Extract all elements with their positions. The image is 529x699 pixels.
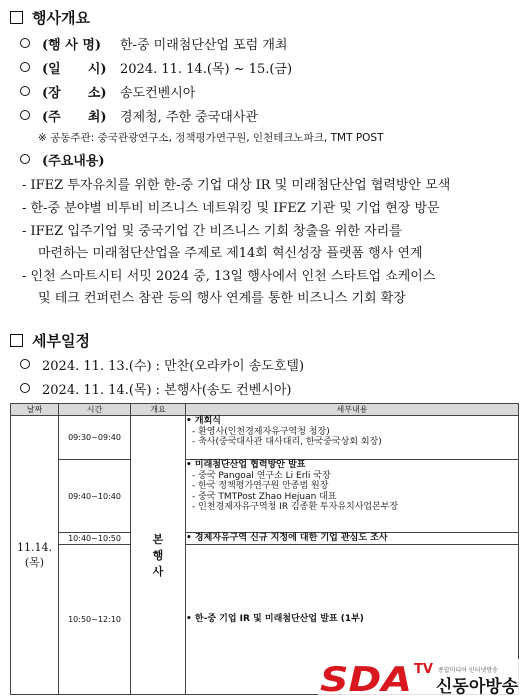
schedule-heading: 세부일정 [10,330,90,351]
main-content-line: 및 테크 컨퍼런스 참관 등의 행사 연계를 통한 비즈니스 기회 확장 [38,291,406,306]
header-details: 세부내용 [186,404,519,416]
details-line: • 미래첨단산업 협력방안 발표 [186,460,306,470]
details-cell [186,416,519,460]
table-header-row [11,404,519,416]
overview-main-content: (주요내용) [20,150,105,169]
logo-text: SDA [320,660,412,695]
schedule-item: 2024. 11. 13.(수) : 만찬(오라카이 송도호텔) [20,355,304,374]
overview-item-date: (일 시) 2024. 11. 14.(목) ~ 15.(금) [20,58,292,77]
sda-tv-logo-graphic [318,659,524,695]
details-line: - 축사(중국대사관 대사대리, 한국중국상회 회장) [192,437,382,447]
place-cell: 본 행 사 [131,416,186,695]
header-date: 날짜 [11,404,59,416]
details-line: - 인천경제자유구역청 IR 김종환 투자유치사업본부장 [192,502,399,512]
details-line: • 한-중 기업 IR 및 미래첨단산업 발표 (1부) [186,614,364,625]
logo-tv: TV [414,662,433,677]
overview-item-name: (행 사 명) 한-중 미래첨단산업 포럼 개최 [20,34,288,53]
circle-bullet-icon [20,62,30,72]
main-content-line: - IFEZ 투자유치를 위한 한-중 기업 대상 IR 및 미래첨단산업 협력방안 모색 [22,178,451,193]
square-bullet-icon [10,334,23,347]
header-time: 시간 [59,404,131,416]
circle-bullet-icon [20,110,30,120]
sda-tv-logo [318,659,524,695]
details-cell [186,460,519,533]
time-cell: 09:40~10:40 [59,460,131,533]
overview-item-host: (주 최) 경제청, 주한 중국대사관 [20,106,258,125]
circle-bullet-icon [20,154,30,164]
overview-heading: 행사개요 [10,7,90,28]
details-line: • 개회식 [186,416,221,426]
table-row [11,533,519,545]
details-line: - 한국 정책평가연구원 안종범 원장 [192,481,329,491]
details-line: - 중국 TMTPost Zhao Hejuan 대표 [192,491,337,502]
table-row [11,416,519,460]
main-content-line: - 한-중 분야별 비투비 비즈니스 네트워킹 및 IFEZ 기관 및 기업 현장 방문 [22,201,440,216]
table-row [11,460,519,533]
main-content-line: - 인천 스마트시티 서밋 2024 중, 13일 행사에서 인천 스타트업 쇼케이스 [22,269,436,284]
schedule-item: 2024. 11. 14.(목) : 본행사(송도 컨벤시아) [20,379,291,398]
details-line: • 경제자유구역 신규 지정에 대한 기업 관심도 조사 [186,533,388,543]
date-cell: 11.14. (목) [11,416,59,695]
logo-name: 신동아방송 [436,677,519,695]
details-line: - 중국 Pangoal 연구소 Li Erli 국장 [192,470,331,481]
time-cell: 09:30~09:40 [59,416,131,460]
cohost-note: ※ 공동주관: 중국관광연구소, 정책평가연구원, 인천테크노파크, TMT POST [38,132,384,144]
main-content-line: - IFEZ 입주기업 및 중국기업 간 비즈니스 기회 창출을 위한 자리를 [22,224,402,239]
overview-item-place: (장 소) 송도컨벤시아 [20,82,195,101]
schedule-table [10,403,519,695]
logo-tagline: 종합미디어 인터넷방송 [438,667,498,674]
header-summary: 개요 [131,404,186,416]
time-cell: 10:50~12:10 [59,545,131,695]
main-content-line: 마련하는 미래첨단산업을 주제로 제14회 혁신성장 플랫폼 행사 연계 [38,246,423,261]
time-cell: 10:40~10:50 [59,533,131,545]
circle-bullet-icon [20,383,30,393]
details-line: - 환영사(인천경제자유구역청 청장) [192,426,330,437]
circle-bullet-icon [20,359,30,369]
square-bullet-icon [10,11,23,24]
circle-bullet-icon [20,38,30,48]
details-cell [186,533,519,545]
circle-bullet-icon [20,86,30,96]
